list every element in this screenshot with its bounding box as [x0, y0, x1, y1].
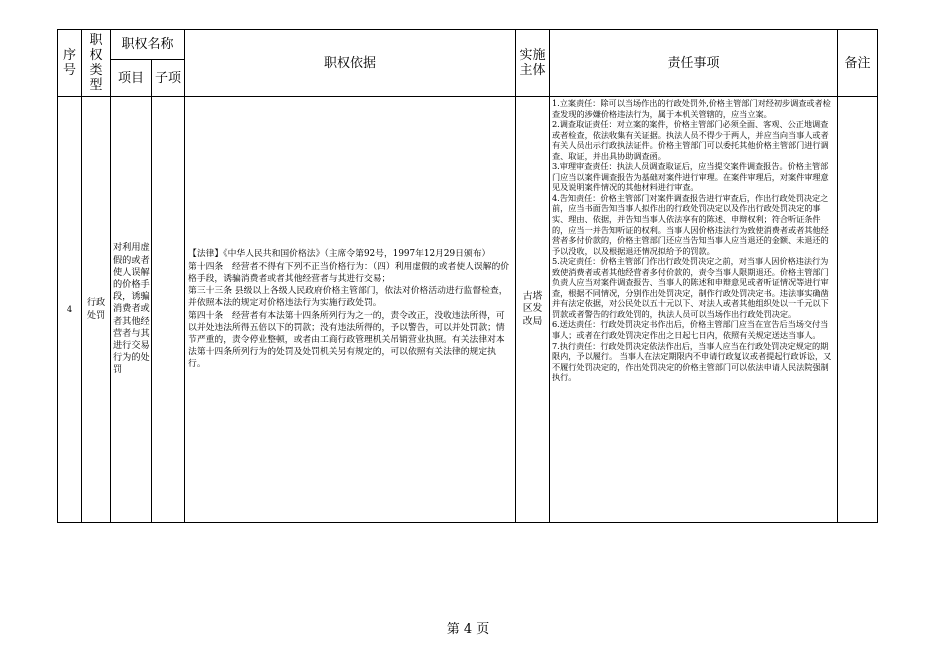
- row-item: 对利用虚假的或者使人误解的价格手段，诱骗消费者或者其他经营者与其进行交易行为的处罚: [113, 242, 150, 376]
- header-item: 项目: [111, 60, 152, 97]
- table-row: [58, 97, 878, 523]
- header-subject: 实施主体: [516, 30, 550, 97]
- duty-item: 5.决定责任：价格主管部门作出行政处罚决定之前，对当事人因价格违法行为致使消费者或者其他经营者多付价款的，责令当事人限期退还。价格主管部门负责人应当对案件调查报告、当事人的陈述和申辩意见或者听证情况等进行审查，根据不同情况，分别作出处罚决定，制作行政处罚决定书。违法事实确凿并有法定依据，对公民处以五十元以下、对法人或者其他组织处以一千元以下罚款或者警告的行政处罚的，执法人员可以当场作出行政处罚决定。: [552, 256, 829, 319]
- header-duty: 责任事项: [550, 30, 838, 97]
- header-basis: 职权依据: [185, 30, 516, 97]
- duty-item: 4.告知责任：价格主管部门对案件调查报告进行审查后，作出行政处罚决定之前，应当书面告知当事人拟作出的行政处罚决定以及作出行政处罚决定的事实、理由、依据，并告知当事人依法享有的陈述、申辩权利；符合听证条件的，应当一并告知听证的权利。当事人因价格违法行为致使消费者或者其他经营者多付价款的，价格主管部门还应当告知当事人应当退还的金额、未退还的予以没收，以及根据退还情况拟给予的罚款。: [552, 192, 829, 256]
- basis-line: 第四十条 经营者有本法第十四条所列行为之一的，责令改正，没收违法所得，可以并处违法所得五倍以下的罚款；没有违法所得的，予以警告，可以并处罚款；情节严重的，责令停业整顿，或者由工商行政管理机关吊销营业执照。有关法律对本法第十四条所列行为的处罚及处罚机关另有规定的，可以依照有关法律的规定执行。: [188, 310, 505, 370]
- page-suffix: 页: [476, 622, 490, 637]
- page-footer: [0, 618, 936, 637]
- basis-line: 第三十三条 县级以上各级人民政府价格主管部门，依法对价格活动进行监督检查，并依照本法的规定对价格违法行为实施行政处罚。: [188, 286, 508, 309]
- row-subitem: [152, 97, 185, 523]
- row-subject: 古塔区发改局: [522, 290, 543, 327]
- duty-item: 7.执行责任：行政处罚决定依法作出后，当事人应当在行政处罚决定规定的期限内，予以履行。 当事人在法定期限内不申请行政复议或者提起行政诉讼，又不履行处罚决定的，作出处罚决定的价格主管部门可以依法申请人民法院强制执行。: [552, 340, 832, 383]
- row-remark: [838, 97, 878, 523]
- header-remark: 备注: [838, 30, 878, 97]
- header-name-group: 职权名称: [111, 30, 185, 60]
- row-duties: [550, 97, 838, 523]
- page-prefix: 第: [446, 622, 460, 637]
- page-number: 4: [463, 622, 473, 637]
- row-seq: 4: [58, 97, 82, 523]
- duty-item: 6.送达责任：行政处罚决定书作出后，价格主管部门应当在宣告后当场交付当事人；或者在行政处罚决定作出之日起七日内，依照有关规定送达当事人。: [552, 319, 829, 341]
- row-subject-cell: [516, 97, 550, 523]
- duty-item: 3.审理审查责任：执法人员调查取证后，应当提交案件调查报告。价格主管部门应当以案件调查报告为基础对案件进行审理。在案件审理后，对案件审理意见及说明案件情况的其他材料进行审查。: [552, 161, 829, 193]
- header-seq: 序号: [58, 30, 82, 97]
- basis-line: 第十四条 经营者不得有下列不正当价格行为：（四）利用虚假的或者使人误解的价格手段，诱骗消费者或者其他经营者与其进行交易；: [188, 261, 510, 284]
- row-type: 行政处罚: [86, 297, 106, 321]
- header-subitem: 子项: [152, 60, 185, 97]
- responsibility-table: [57, 29, 878, 523]
- basis-line: 【法律】《中华人民共和国价格法》（主席令第92号，1997年12月29日颁布）: [188, 249, 491, 260]
- row-item-cell: [111, 97, 152, 523]
- duty-item: 2.调查取证责任：对立案的案件，价格主管部门必须全面、客观、公正地调查或者检查，依法收集有关证据。执法人员不得少于两人，并应当向当事人或者有关人员出示行政执法证件。价格主管部门可以委托其他价格主管部门进行调查、取证，并出具协助调查函。: [552, 119, 829, 161]
- duty-item: 1.立案责任：除可以当场作出的行政处罚外,价格主管部门对经初步调查或者检查发现的涉嫌价格违法行为，属于本机关管辖的，应当立案。: [552, 98, 831, 119]
- row-type-cell: [82, 97, 111, 523]
- header-type: 职权类型: [82, 30, 111, 97]
- row-basis: [185, 97, 516, 523]
